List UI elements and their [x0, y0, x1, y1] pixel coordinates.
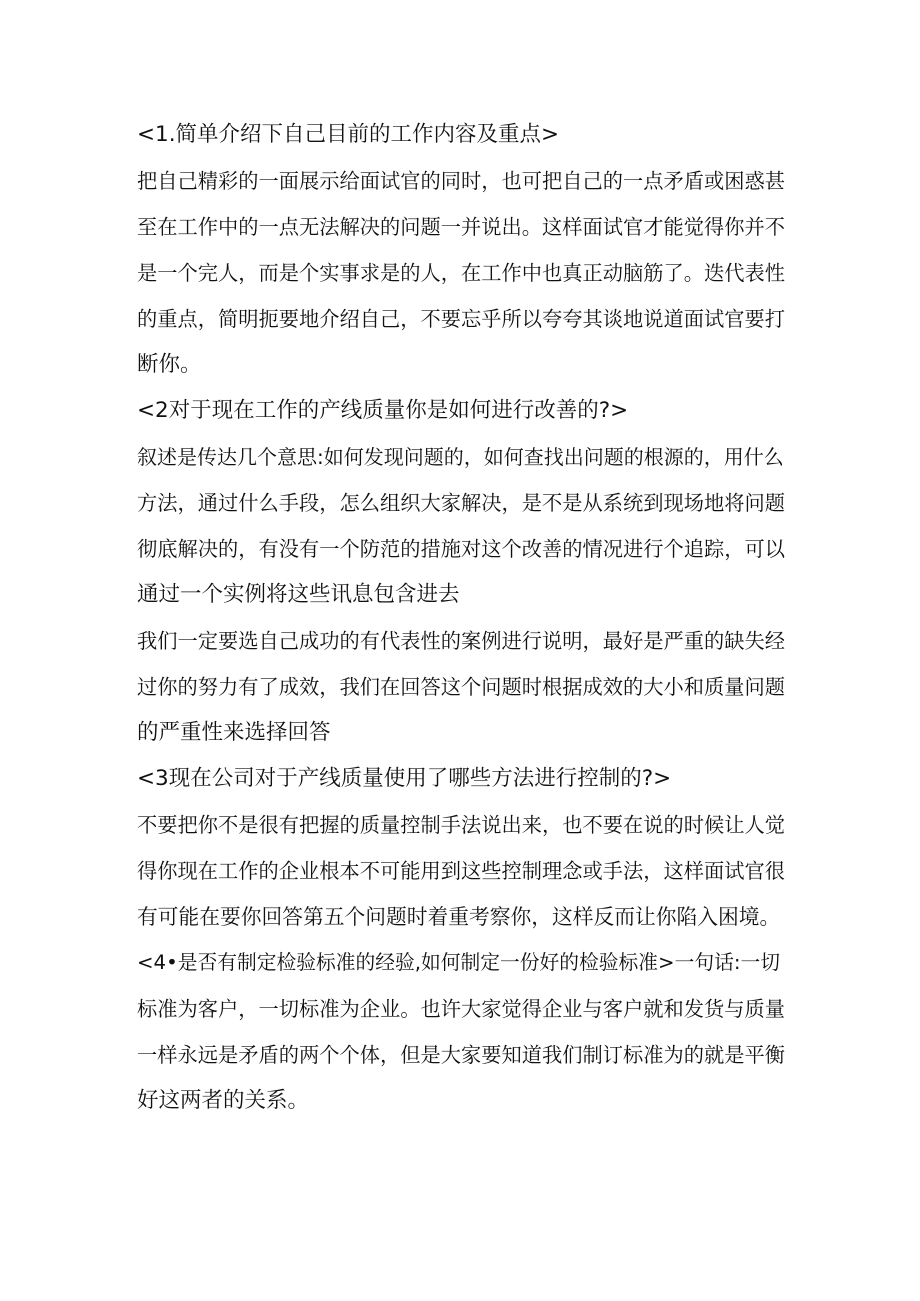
answer-2-line: 我们一定要选自己成功的有代表性的案例进行说明，最好是严重的缺失经	[137, 629, 786, 653]
answer-1-line: 把自己精彩的一面展示给面试官的同时，也可把自己的一点矛盾或困惑甚	[137, 169, 786, 193]
answer-2-line: 方法，通过什么手段，怎么组织大家解决，是不是从系统到现场地将问题	[137, 491, 786, 515]
answer-4-line: 标准为客户，一切标准为企业。也许大家觉得企业与客户就和发货与质量	[137, 997, 786, 1021]
question-2-heading: <2对于现在工作的产线质量你是如何进行改善的?>	[137, 398, 629, 423]
answer-2-line: 过你的努力有了成效，我们在回答这个问题时根据成效的大小和质量问题	[137, 675, 786, 699]
answer-2-line: 的严重性来选择回答	[137, 720, 331, 745]
answer-2-line: 叙述是传达几个意思:如何发现问题的，如何查找出问题的根源的，用什么	[137, 445, 784, 469]
document-body	[137, 112, 787, 1124]
answer-4-line: 一样永远是矛盾的两个个体，但是大家要知道我们制订标准为的就是平衡	[137, 1043, 786, 1067]
answer-2-line: 通过一个实例将这些讯息包含进去	[137, 582, 460, 607]
answer-2-line: 彻底解决的，有没有一个防范的措施对这个改善的情况进行个追踪，可以	[137, 537, 786, 561]
answer-1-line: 是一个完人，而是个实事求是的人，在工作中也真正动脑筋了。迭代表性	[137, 261, 786, 285]
answer-1-line: 至在工作中的一点无法解决的问题一并说出。这样面试官才能觉得你并不	[137, 215, 786, 239]
question-4-heading: <4•是否有制定检验标准的经验,如何制定一份好的检验标准>一句话:一切	[137, 951, 780, 974]
answer-3-line: 不要把你不是很有把握的质量控制手法说出来，也不要在说的时候让人觉	[137, 813, 786, 837]
question-3-heading: <3现在公司对于产线质量使用了哪些方法进行控制的?>	[137, 766, 672, 791]
answer-3-line: 有可能在要你回答第五个问题时着重考察你，这样反而让你陷入困境。	[137, 905, 781, 929]
answer-3-line: 得你现在工作的企业根本不可能用到这些控制理念或手法，这样面试官很	[137, 859, 786, 883]
answer-1-line: 的重点，简明扼要地介绍自己，不要忘乎所以夸夸其谈地说道面试官要打	[137, 307, 786, 331]
answer-1-line: 断你。	[137, 352, 202, 377]
question-1-heading: <1.简单介绍下自己目前的工作内容及重点>	[137, 122, 560, 147]
answer-4-line: 好这两者的关系。	[137, 1088, 310, 1113]
